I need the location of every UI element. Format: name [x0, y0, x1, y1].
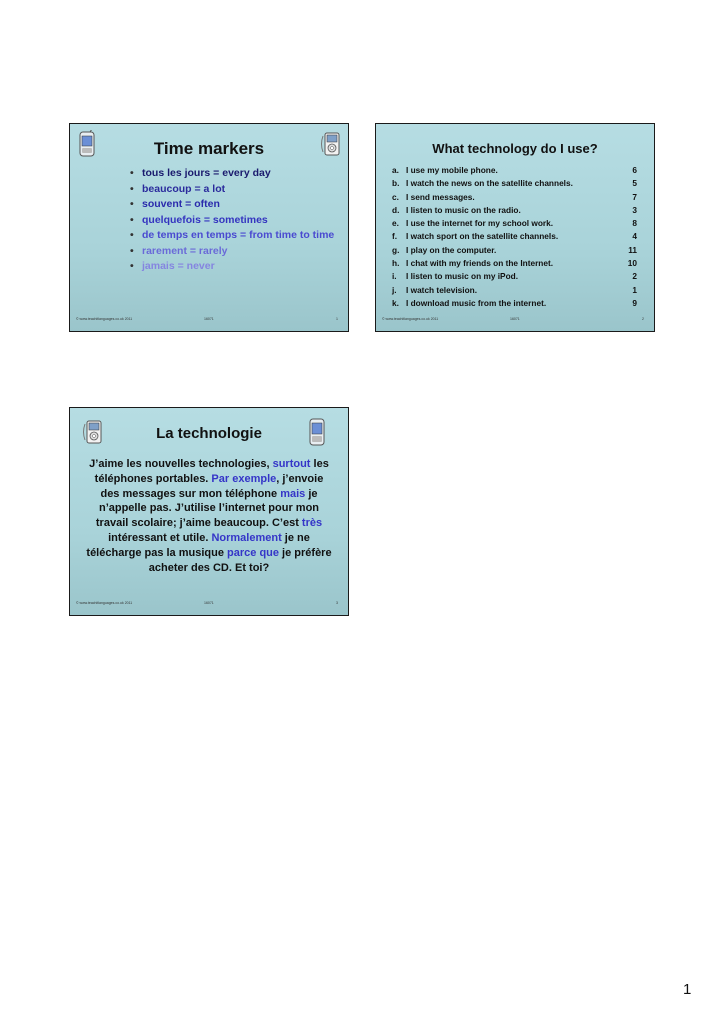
slide-footer [70, 319, 348, 325]
technology-item-number: 9 [632, 297, 637, 308]
bullet-icon: • [130, 198, 134, 210]
technology-item-letter: k. [392, 297, 399, 308]
technology-item-number: 8 [632, 218, 637, 229]
technology-item-number: 1 [632, 284, 637, 295]
slide-time-markers [69, 123, 349, 332]
technology-item-text: I use my mobile phone. [406, 165, 498, 175]
time-marker-item [130, 245, 345, 258]
time-marker-item [130, 214, 345, 227]
technology-item [392, 297, 637, 310]
technology-item-text: I download music from the internet. [406, 297, 547, 308]
technology-item-text: I use the internet for my school work. [406, 218, 554, 229]
technology-item [392, 270, 637, 283]
technology-item-letter: j. [392, 284, 397, 295]
bullet-icon: • [130, 182, 134, 195]
paragraph-segment: les téléphones portables. [94, 458, 329, 485]
technology-item-letter: g. [392, 244, 400, 255]
technology-item-number: 10 [627, 258, 637, 269]
time-marker-item [130, 260, 345, 273]
footer-copyright: © www.teachitlanguages.co.uk 2011 [76, 317, 133, 321]
bullet-icon: • [130, 167, 134, 179]
technology-item-letter: f. [392, 231, 398, 242]
bullet-icon: • [130, 229, 134, 241]
paragraph-segment: je n’appelle pas. J’utilise l’internet pour mon travail scolaire; j’aime beaucoup. C’est [95, 487, 320, 530]
technology-item-text: I play on the computer. [406, 244, 497, 255]
time-marker-text: rarement = rarely [142, 244, 228, 257]
paragraph-segment: intéressant et utile. [108, 531, 212, 544]
technology-item [392, 191, 637, 204]
page-number: 1 [683, 981, 692, 998]
technology-item [392, 257, 637, 270]
highlighted-word: surtout [272, 458, 311, 470]
footer-code: 16071 [510, 317, 520, 321]
technology-item-number: 7 [632, 191, 637, 202]
technology-item [392, 164, 637, 177]
technology-item-text: I watch sport on the satellite channels. [406, 231, 559, 242]
time-marker-text: tous les jours = every day [142, 167, 271, 179]
bullet-icon: • [130, 260, 134, 272]
highlighted-word: mais [280, 487, 306, 500]
highlighted-word: Normalement [211, 531, 282, 544]
paragraph-segment: , j’envoie des messages sur mon téléphone [100, 472, 324, 500]
bullet-icon: • [130, 213, 134, 226]
footer-copyright: © www.teachitlanguages.co.uk 2011 [76, 601, 133, 605]
time-marker-text: beaucoup = a lot [142, 182, 226, 195]
technology-item-number: 4 [632, 231, 637, 242]
technology-item-letter: h. [392, 258, 400, 269]
technology-item [392, 230, 637, 243]
paragraph-segment: J’aime les nouvelles technologies, [89, 458, 273, 470]
time-markers-list [130, 167, 345, 276]
footer-code: 16071 [204, 317, 214, 321]
technology-item-number: 3 [632, 204, 637, 215]
technology-item [392, 204, 637, 217]
slide-footer [376, 319, 654, 325]
time-marker-text: quelquefois = sometimes [142, 213, 268, 226]
highlighted-word: très [301, 517, 323, 530]
footer-code: 16071 [204, 601, 214, 605]
paragraph-text [84, 457, 334, 575]
technology-item [392, 177, 637, 190]
time-marker-text: de temps en temps = from time to time [142, 229, 335, 241]
slide-la-technologie [69, 407, 349, 616]
bullet-icon: • [130, 244, 134, 257]
technology-item-number: 11 [628, 244, 637, 255]
slide-title: Time markers [153, 139, 265, 158]
technology-item-number: 5 [632, 178, 637, 189]
highlighted-word: Par exemple [211, 472, 277, 485]
technology-list [392, 164, 637, 310]
technology-item-number: 2 [632, 271, 637, 282]
footer-slide-number: 3 [336, 601, 338, 605]
footer-slide-number: 2 [642, 317, 644, 321]
technology-item-text: I listen to music on the radio. [406, 204, 521, 215]
slide-what-technology [375, 123, 655, 332]
time-marker-text: souvent = often [142, 198, 220, 210]
technology-item-letter: c. [392, 191, 399, 202]
technology-item-text: I send messages. [406, 191, 475, 202]
slide-title: La technologie [156, 425, 262, 442]
slide-title: What technology do I use? [432, 141, 598, 156]
slide-footer [70, 603, 348, 609]
highlighted-word: parce que [227, 546, 279, 559]
time-marker-item [130, 229, 345, 242]
technology-item [392, 284, 637, 297]
technology-item-letter: i. [392, 271, 397, 282]
technology-item-number: 6 [632, 165, 637, 175]
technology-item-text: I watch television. [406, 284, 478, 295]
time-marker-text: jamais = never [142, 260, 215, 272]
technology-item-letter: d. [392, 204, 400, 215]
technology-item [392, 217, 637, 230]
footer-copyright: © www.teachitlanguages.co.uk 2011 [382, 317, 439, 321]
technology-item [392, 244, 637, 257]
footer-slide-number: 1 [336, 317, 338, 321]
technology-item-text: I watch the news on the satellite channels. [406, 178, 573, 189]
paragraph-segment: je préfère acheter des CD. Et toi? [148, 546, 332, 574]
technology-item-letter: a. [392, 165, 399, 175]
technology-item-text: I listen to music on my iPod. [406, 271, 519, 282]
time-marker-item [130, 183, 345, 196]
technology-item-letter: b. [392, 178, 400, 189]
technology-item-letter: e. [392, 218, 399, 229]
technology-item-text: I chat with my friends on the Internet. [406, 258, 554, 269]
time-marker-item [130, 198, 345, 211]
paragraph-segment: je ne télécharge pas la musique [86, 531, 310, 559]
time-marker-item [130, 167, 345, 180]
